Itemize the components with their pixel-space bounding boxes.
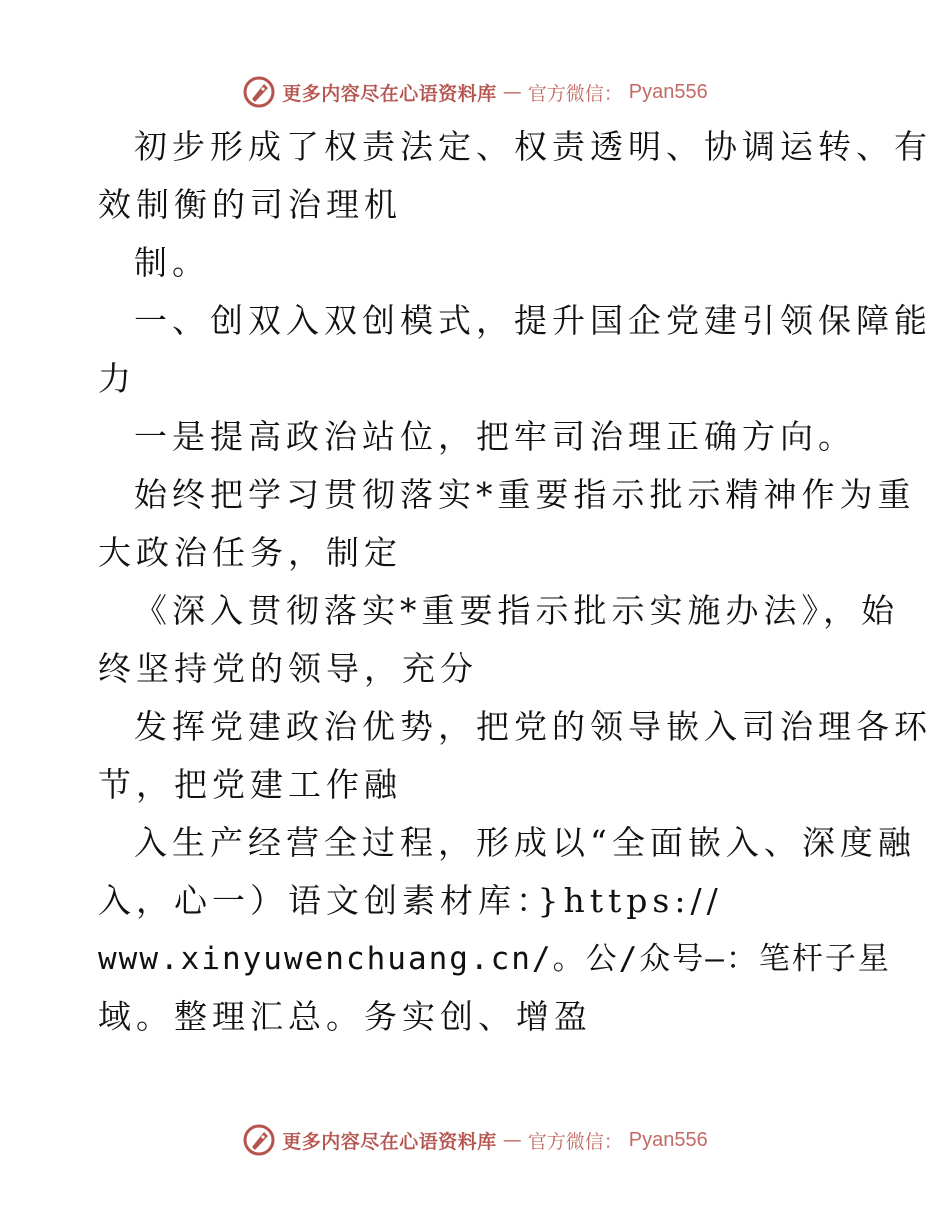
pen-nib-logo-icon bbox=[242, 1123, 276, 1157]
text-line-15: www.xinyuwenchuang.cn/。公/众号—：笔杆子星 bbox=[98, 941, 891, 977]
watermark-label: 官方微信： bbox=[527, 1130, 623, 1153]
watermark-id: Pyan556 bbox=[628, 1128, 708, 1151]
text-line-1: 初步形成了权责法定、权责透明、协调运转、有 bbox=[134, 127, 932, 166]
pen-nib-logo-icon bbox=[242, 75, 276, 109]
text-line-6: 一是提高政治站位，把牢司治理正确方向。 bbox=[134, 417, 856, 456]
text-line-14: 入，心一）语文创素材库：}https:// bbox=[98, 881, 723, 920]
text-line-16: 域。整理汇总。务实创、增盈 bbox=[98, 997, 592, 1036]
text-line-13: 入生产经营全过程，形成以“全面嵌入、深度融 bbox=[134, 823, 916, 862]
watermark-id: Pyan556 bbox=[628, 80, 708, 103]
text-line-7: 始终把学习贯彻落实*重要指示批示精神作为重 bbox=[134, 475, 916, 514]
text-line-2: 效制衡的司治理机 bbox=[98, 185, 402, 224]
watermark-dash: — bbox=[502, 1129, 522, 1151]
text-line-4: 一、创双入双创模式，提升国企党建引领保障能 bbox=[134, 301, 932, 340]
footer-watermark bbox=[0, 1120, 950, 1160]
text-line-10: 终坚持党的领导，充分 bbox=[98, 649, 478, 688]
header-watermark bbox=[0, 72, 950, 112]
watermark-brand: 更多内容尽在心语资料库 bbox=[282, 82, 497, 105]
watermark-label: 官方微信： bbox=[527, 82, 623, 105]
text-line-5: 力 bbox=[98, 359, 136, 398]
watermark-brand: 更多内容尽在心语资料库 bbox=[282, 1130, 497, 1153]
text-line-9: 《深入贯彻落实*重要指示批示实施办法》，始 bbox=[134, 591, 899, 630]
document-body bbox=[98, 118, 932, 1046]
text-line-11: 发挥党建政治优势，把党的领导嵌入司治理各环 bbox=[134, 707, 932, 746]
text-line-3: 制。 bbox=[134, 243, 210, 282]
watermark-dash: — bbox=[502, 81, 522, 103]
text-line-8: 大政治任务，制定 bbox=[98, 533, 402, 572]
text-line-12: 节，把党建工作融 bbox=[98, 765, 402, 804]
